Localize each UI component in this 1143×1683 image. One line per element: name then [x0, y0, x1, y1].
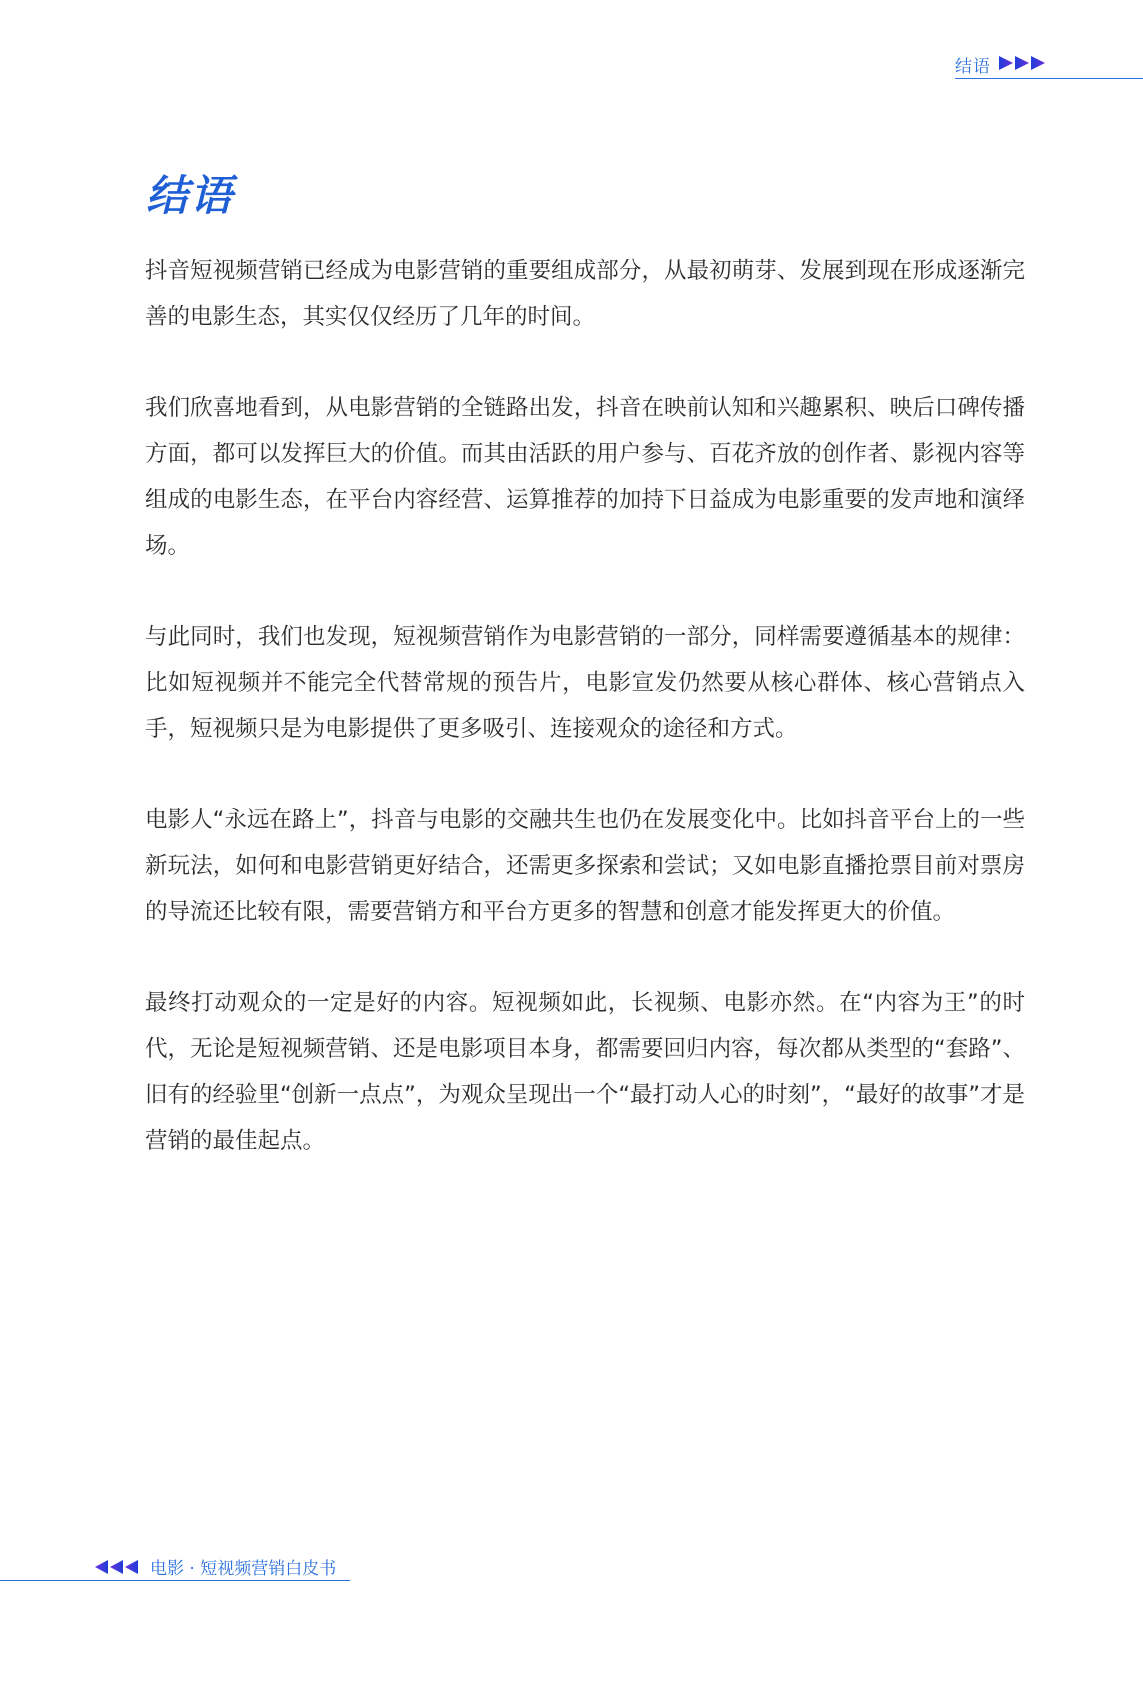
page-title: 结语: [146, 171, 235, 220]
paragraph: 抖音短视频营销已经成为电影营销的重要组成部分，从最初萌芽、发展到现在形成逐渐完善的电影生态，其实仅仅经历了几年的时间。: [145, 258, 1025, 330]
paragraph: 与此同时，我们也发现，短视频营销作为电影营销的一部分，同样需要遵循基本的规律：比如短视频并不能完全代替常规的预告片，电影宣发仍然要从核心群体、核心营销点入手，短视频只是为电影提供了更多吸引、连接观众的途径和方式。: [145, 624, 1025, 742]
paragraph: 最终打动观众的一定是好的内容。短视频如此，长视频、电影亦然。在“内容为王”的时代，无论是短视频营销、还是电影项目本身，都需要回归内容，每次都从类型的“套路”、旧有的经验里“创新一点点”，为观众呈现出一个“最打动人心的时刻”，“最好的故事”才是营销的最佳起点。: [145, 990, 1025, 1154]
triple-arrow-right-icon: [999, 55, 1047, 71]
header-section-label: 结语: [955, 57, 991, 77]
page-header: [955, 50, 1143, 79]
paragraph: 我们欣喜地看到，从电影营销的全链路出发，抖音在映前认知和兴趣累积、映后口碑传播方面，都可以发挥巨大的价值。而其由活跃的用户参与、百花齐放的创作者、影视内容等组成的电影生态，在平台内容经营、运算推荐的加持下日益成为电影重要的发声地和演绎场。: [145, 395, 1025, 559]
triple-arrow-left-icon: [95, 1559, 139, 1575]
body-content: [145, 248, 1025, 1209]
page-footer: [0, 1552, 350, 1581]
footer-doc-title: 电影 · 短视频营销白皮书: [150, 1559, 337, 1579]
paragraph: 电影人“永远在路上”，抖音与电影的交融共生也仍在发展变化中。比如抖音平台上的一些新玩法，如何和电影营销更好结合，还需更多探索和尝试；又如电影直播抢票目前对票房的导流还比较有限，需要营销方和平台方更多的智慧和创意才能发挥更大的价值。: [145, 807, 1025, 925]
